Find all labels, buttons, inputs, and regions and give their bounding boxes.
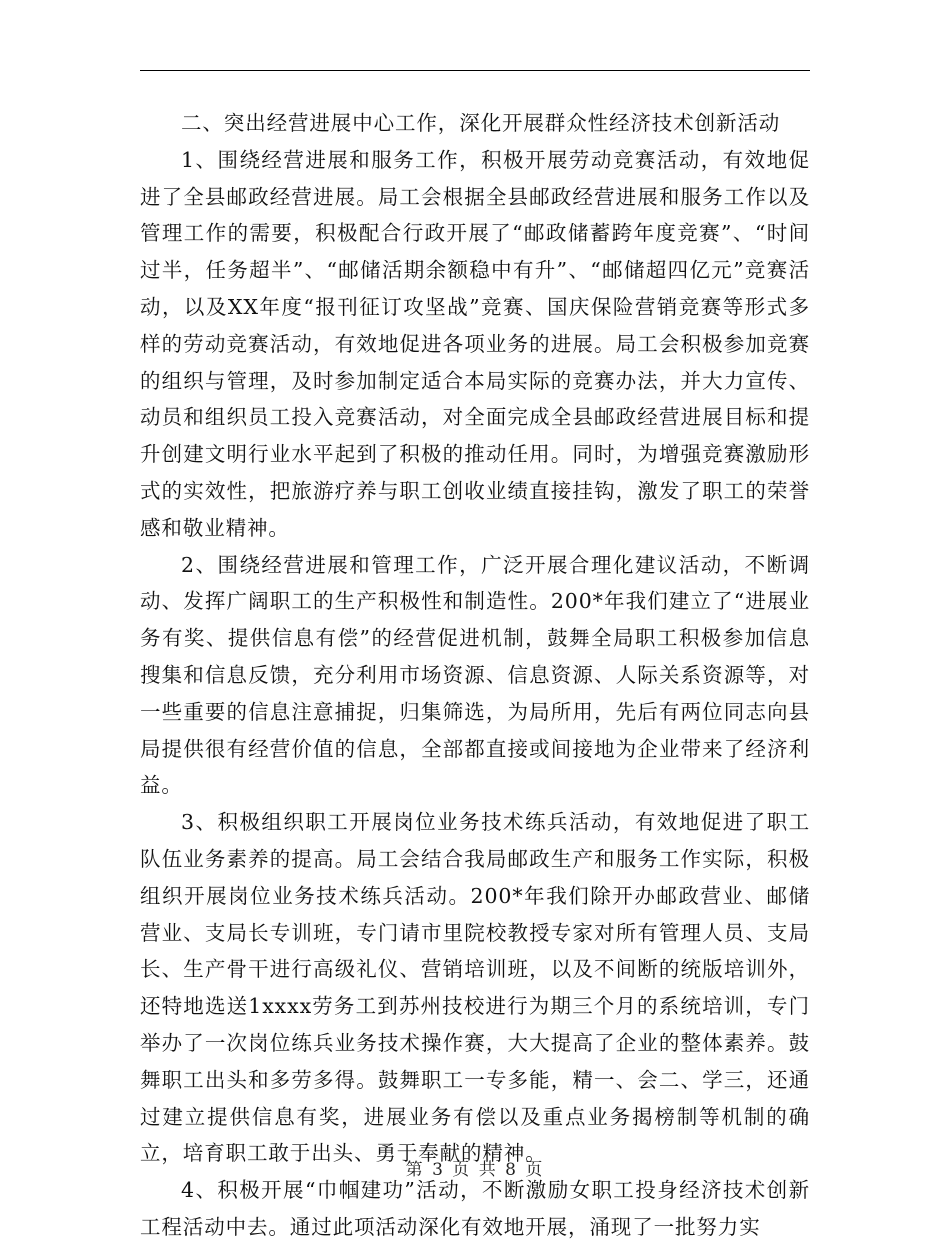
page-number-footer: 第 3 页 共 8 页 [405,1160,545,1180]
paragraph-3: 3、积极组织职工开展岗位业务技术练兵活动，有效地促进了职工队伍业务素养的提高。局工会结合我局邮政生产和服务工作实际，积极组织开展岗位业务技术练兵活动。200*年我们除开办邮政营业、邮储营业、支局长专训班，专门请市里院校教授专家对所有管理人员、支局长、生产骨干进行高级礼仪、营销培训班，以及不间断的统版培训外，还特地选送1xxxx劳务工到苏州技校进行为期三个月的系统培训，专门举办了一次岗位练兵业务技术操作赛，大大提高了企业的整体素养。鼓舞职工出头和多劳多得。鼓舞职工一专多能，精一、会二、学三，还通过建立提供信息有奖，进展业务有偿以及重点业务揭榜制等机制的确立，培育职工敢于出头、勇于奉献的精神。 [140,810,810,1166]
paragraph-2: 2、围绕经营进展和管理工作，广泛开展合理化建议活动，不断调动、发挥广阔职工的生产积极性和制造性。200*年我们建立了“进展业务有奖、提供信息有偿”的经营促进机制，鼓舞全局职工积极参加信息搜集和信息反馈，充分利用市场资源、信息资源、人际关系资源等，对一些重要的信息注意捕捉，归集筛选，为局所用，先后有两位同志向县局提供很有经营价值的信息，全部都直接或间接地为企业带来了经济利益。 [140,552,810,798]
section-heading: 二、突出经营进展中心工作，深化开展群众性经济技术创新活动 [181,111,781,135]
paragraph-1: 1、围绕经营进展和服务工作，积极开展劳动竞赛活动，有效地促进了全县邮政经营进展。局工会根据全县邮政经营进展和服务工作以及管理工作的需要，积极配合行政开展了“邮政储蓄跨年度竞赛”、“时间过半，任务超半”、“邮储活期余额稳中有升”、“邮储超四亿元”竞赛活动，以及XX年度“报刊征订攻坚战”竞赛、国庆保险营销竞赛等形式多样的劳动竞赛活动，有效地促进各项业务的进展。局工会积极参加竞赛的组织与管理，及时参加制定适合本局实际的竞赛办法，并大力宣传、动员和组织员工投入竞赛活动，对全面完成全县邮政经营进展目标和提升创建文明行业水平起到了积极的推动任用。同时，为增强竞赛激励形式的实效性，把旅游疗养与职工创收业绩直接挂钩，激发了职工的荣誉感和敬业精神。 [140,147,810,540]
document-body [140,105,810,1246]
header-rule [140,70,810,71]
paragraph-4: 4、积极开展“巾帼建功”活动，不断激励女职工投身经济技术创新工程活动中去。通过此项活动深化有效地开展，涌现了一批努力实 [140,1178,810,1239]
